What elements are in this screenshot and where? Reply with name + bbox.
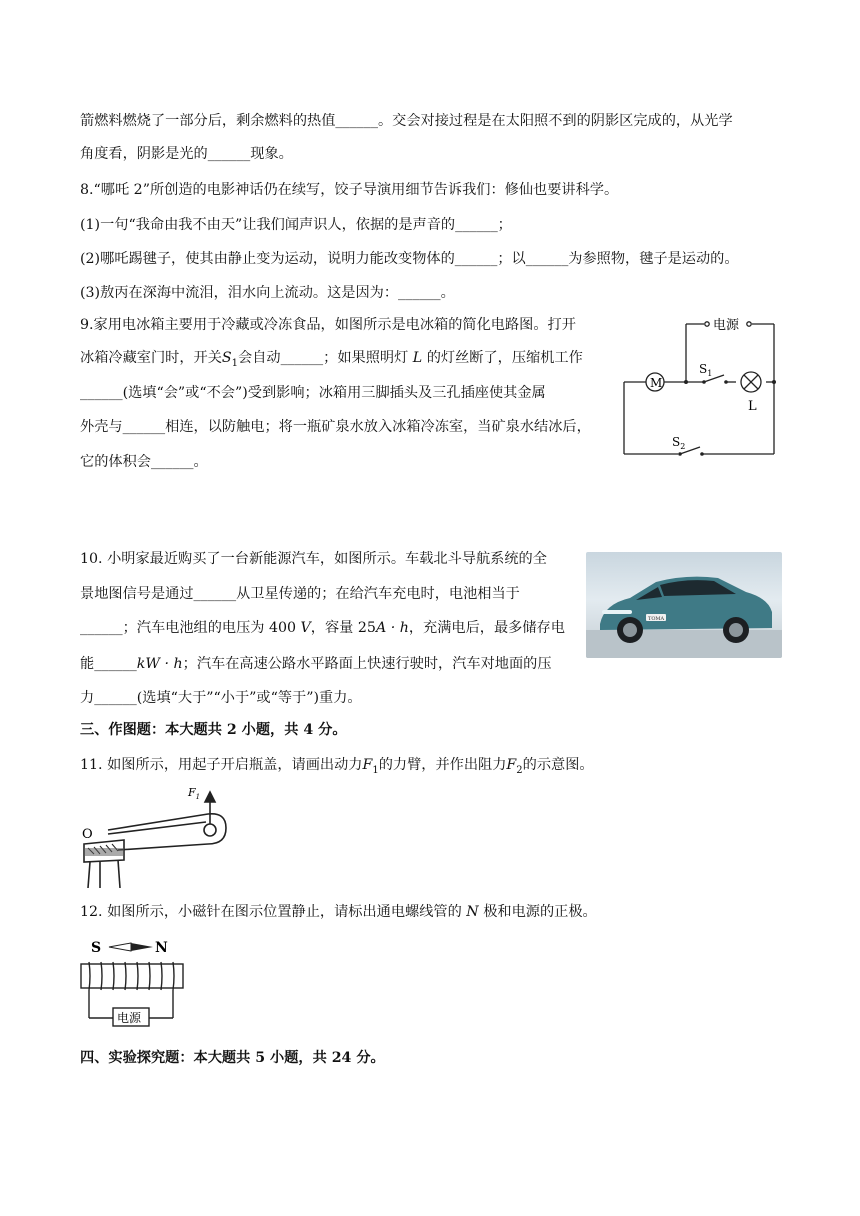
electric-car-photo	[586, 552, 782, 658]
q10-volt-unit: V	[300, 620, 311, 636]
question-8-part-3: (3)敖丙在深海中流泪，泪水向上流动。这是因为：______。	[80, 285, 455, 301]
q10-kwh-unit: kW · h	[136, 656, 183, 672]
q12-text-b: 极和电源的正极。	[483, 904, 597, 920]
q9-text-c: 的灯丝断了，压缩机工作	[426, 350, 583, 366]
question-11	[80, 755, 594, 781]
question-9-line-4: 外壳与______相连，以防触电；将一瓶矿泉水放入冰箱冷冻室，当矿泉水结冰后，	[80, 419, 591, 435]
q10-text-d: 能______	[80, 656, 137, 672]
fridge-circuit-diagram	[616, 312, 786, 462]
q11-f1-symbol: F	[362, 757, 373, 773]
q10-text-a: ______；汽车电池组的电压为 400	[80, 620, 301, 636]
question-10-line-1: 10. 小明家最近购买了一台新能源汽车，如图所示。车载北斗导航系统的全	[80, 551, 547, 567]
section-4-heading: 四、实验探究题：本大题共 5 小题，共 24 分。	[80, 1050, 385, 1066]
question-9-line-5: 它的体积会______。	[80, 454, 208, 470]
q10-text-e: ；汽车在高速公路水平路面上快速行驶时，汽车对地面的压	[182, 656, 552, 672]
car-license-plate: TOMA	[648, 616, 665, 622]
fig9-lamp-label: L	[748, 399, 757, 414]
q10-ah-unit: A · h	[375, 620, 409, 636]
q9-text-a: 冰箱冷藏室门时，开关	[80, 350, 222, 366]
section-3-heading: 三、作图题：本大题共 2 小题，共 4 分。	[80, 722, 347, 738]
fig9-s1-label: $S_1$	[699, 362, 713, 378]
bottle-opener-figure	[78, 784, 238, 890]
q10-text-b: ，容量 25	[310, 620, 376, 636]
question-9-line-3: ______(选填“会”或“不会”)受到影响；冰箱用三脚插头及三孔插座使其金属	[80, 385, 546, 401]
question-10-line-3	[80, 618, 565, 638]
question-8: 8.“哪吒 2”所创造的电影神话仍在续写，饺子导演用细节告诉我们：修仙也要讲科学。	[80, 182, 619, 198]
question-12	[80, 902, 597, 922]
q9-switch-subscript: 1	[231, 357, 238, 369]
text-line-2: 角度看，阴影是光的______现象。	[80, 146, 293, 162]
fig12-north-label: N	[155, 940, 168, 956]
fig11-force-label: $F_1$	[188, 786, 201, 801]
question-9-line-2	[80, 348, 583, 374]
q9-switch-symbol: S	[221, 350, 232, 366]
fig9-motor-label: M	[650, 376, 663, 390]
q11-f1-subscript: 1	[372, 764, 379, 776]
q11-text-c: 的示意图。	[522, 757, 594, 773]
q11-f2-symbol: F	[506, 757, 517, 773]
q11-text-a: 11. 如图所示，用起子开启瓶盖，请画出动力	[80, 757, 363, 773]
fig9-power-label: 电源	[713, 318, 740, 333]
question-8-part-2: (2)哪吒踢毽子，使其由静止变为运动，说明力能改变物体的______；以______为参照物，毽子是运动的。	[80, 251, 739, 267]
car-illustration	[586, 552, 782, 658]
question-10-line-4	[80, 654, 552, 674]
q10-text-c: ，充满电后，最多储存电	[408, 620, 565, 636]
text-line-1: 箭燃料燃烧了一部分后，剩余燃料的热值______。交会对接过程是在太阳照不到的阴影区完成的，从光学	[80, 113, 733, 129]
solenoid-figure	[79, 934, 189, 1032]
q11-text-b: 的力臂，并作出阻力	[378, 757, 507, 773]
question-8-part-1: (1)一句“我命由我不由天”让我们闻声识人，依据的是声音的______；	[80, 217, 512, 233]
fig12-south-label: S	[91, 940, 102, 956]
question-9-line-1: 9.家用电冰箱主要用于冷藏或冷冻食品，如图所示是电冰箱的简化电路图。打开	[80, 317, 576, 333]
q12-n-symbol: N	[466, 904, 479, 920]
question-10-line-5: 力______(选填“大于”“小于”或“等于”)重力。	[80, 690, 362, 706]
q11-f2-subscript: 2	[516, 764, 523, 776]
fig12-power-label: 电源	[117, 1011, 142, 1025]
q9-lamp-symbol: L	[412, 350, 423, 366]
q12-text-a: 12. 如图所示，小磁针在图示位置静止，请标出通电螺线管的	[80, 904, 462, 920]
q9-text-b: 会自动______；如果照明灯	[238, 350, 409, 366]
fig11-pivot-label: O	[82, 827, 93, 842]
question-10-line-2: 景地图信号是通过______从卫星传递的；在给汽车充电时，电池相当于	[80, 586, 520, 602]
fig9-s2-label: $S_2$	[672, 435, 686, 451]
